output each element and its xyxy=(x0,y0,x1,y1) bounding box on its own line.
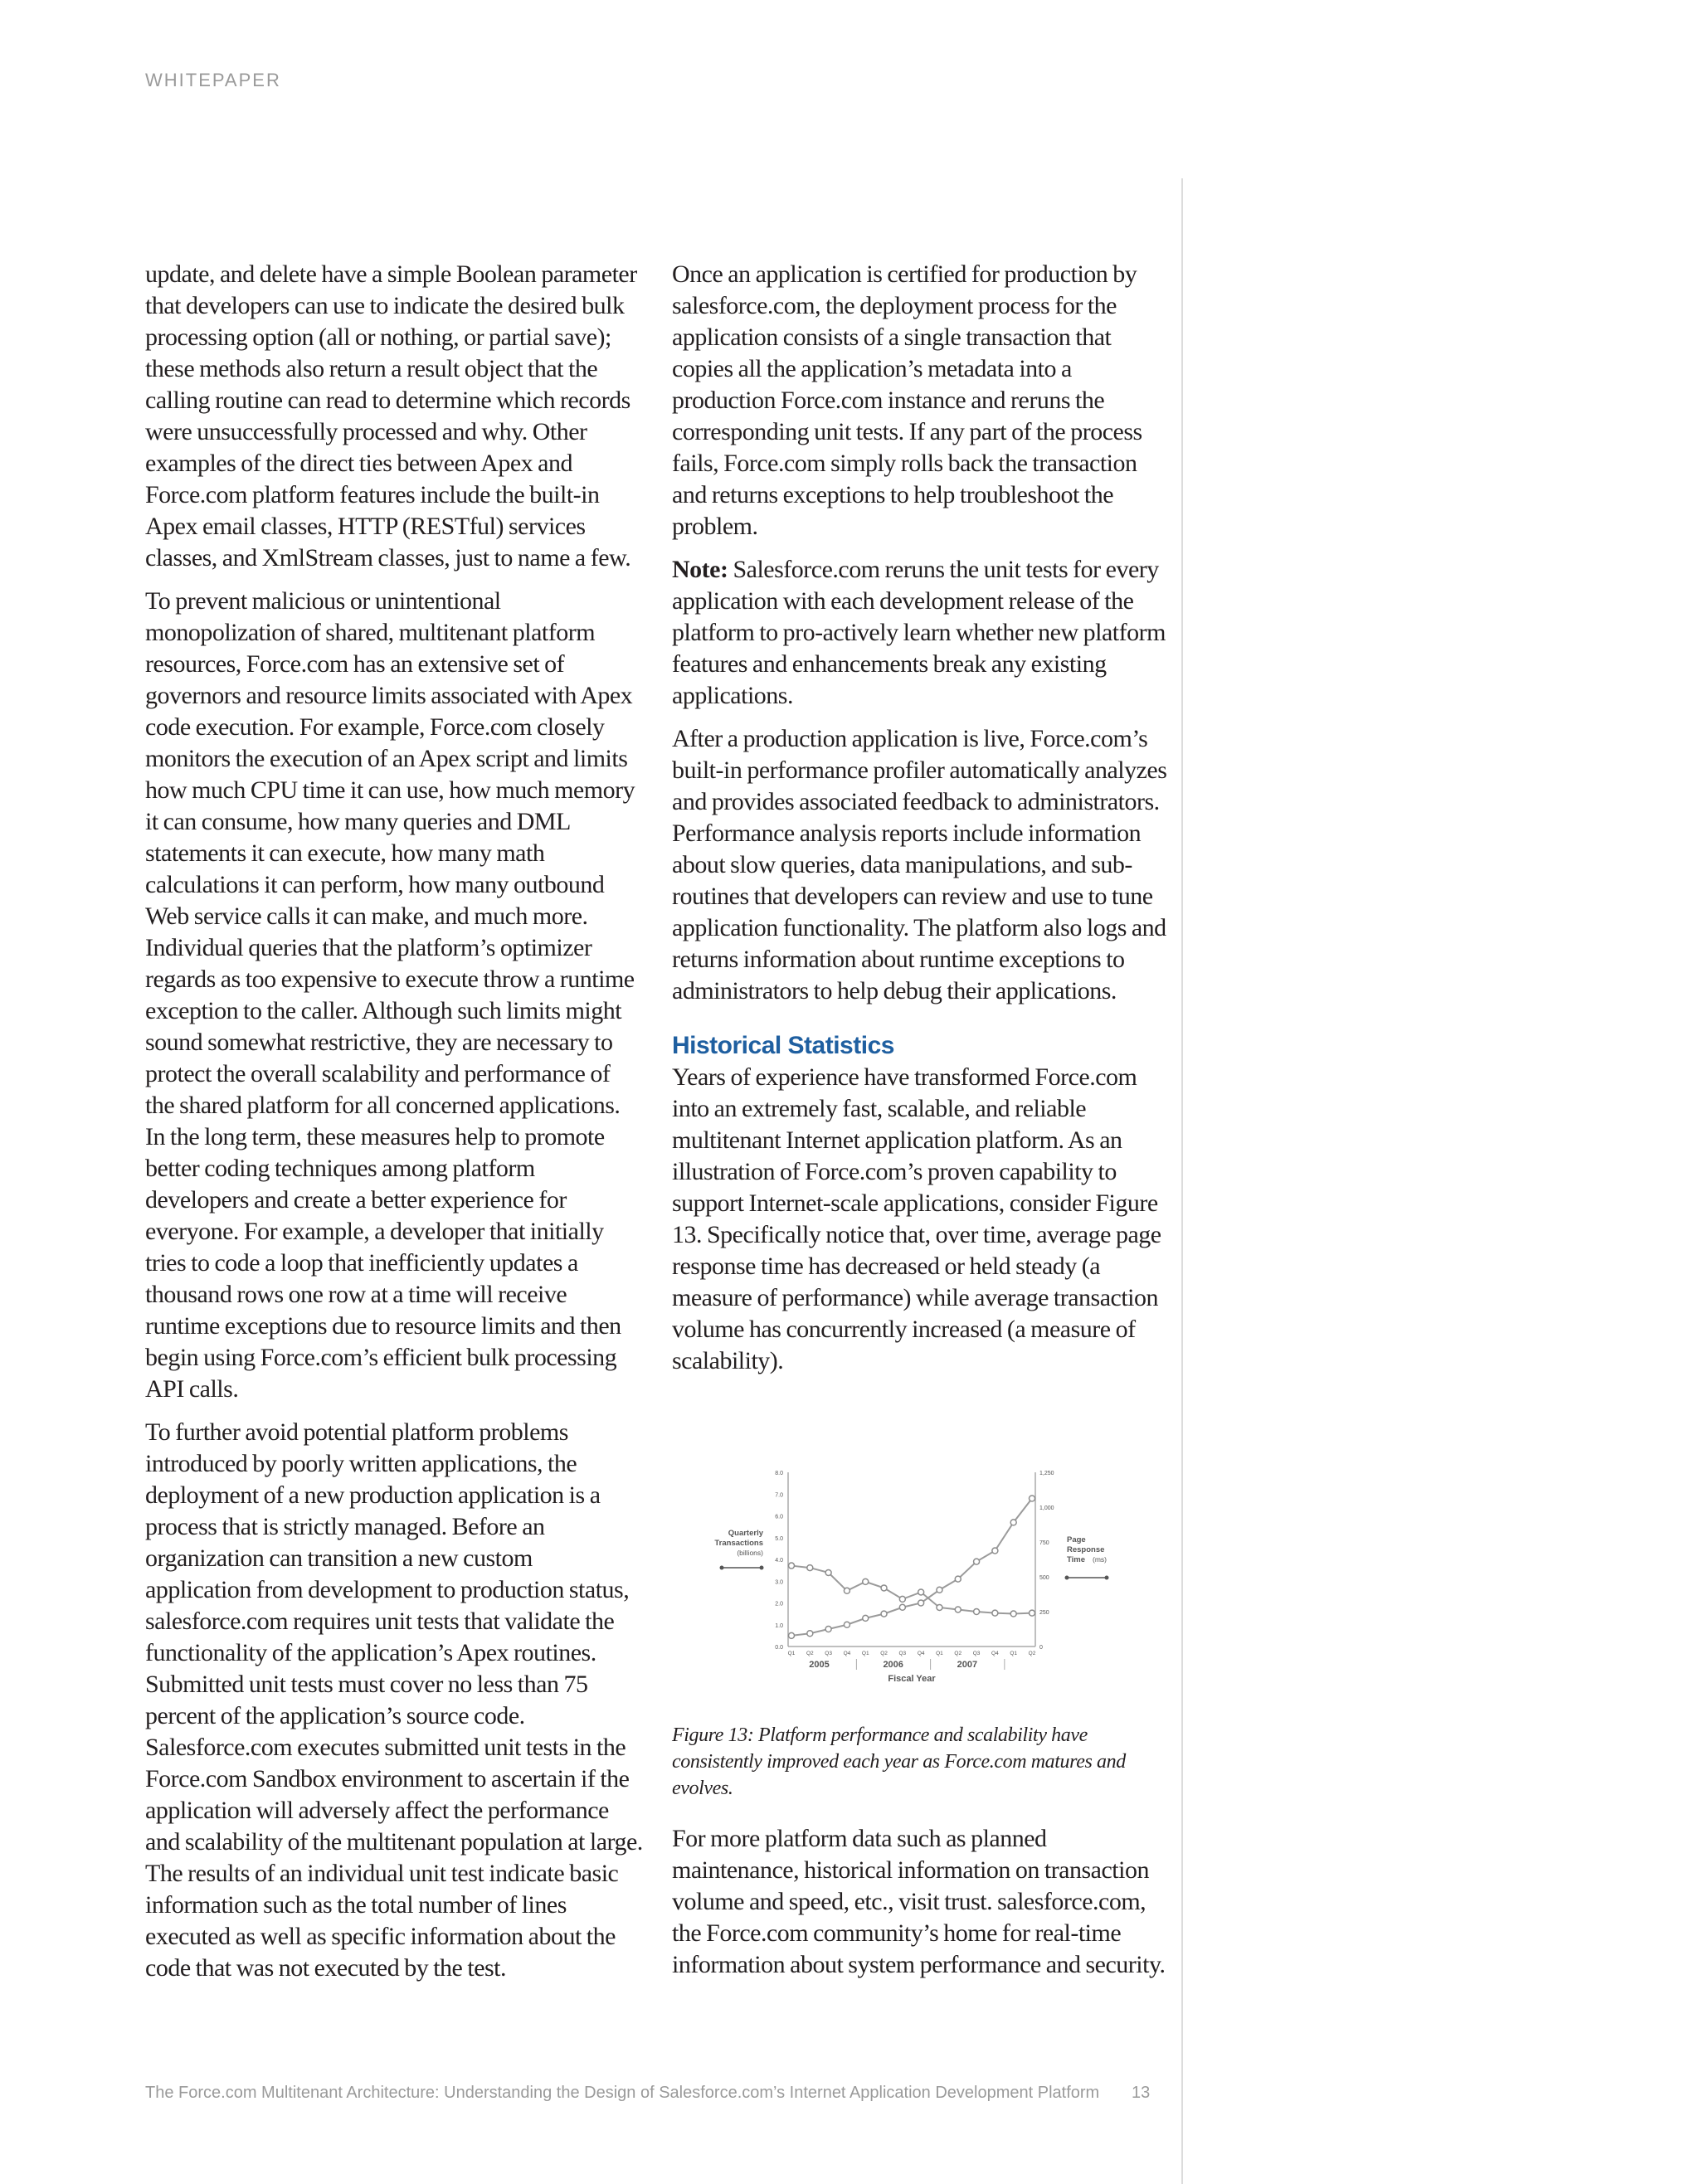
right-tick-label: 750 xyxy=(1039,1540,1049,1546)
left-legend-marker xyxy=(720,1566,724,1570)
data-point-left xyxy=(881,1611,887,1617)
left-tick-label: 4.0 xyxy=(775,1558,783,1564)
data-point-left xyxy=(807,1631,813,1637)
right-tick-label: 500 xyxy=(1039,1575,1049,1581)
year-label: 2007 xyxy=(957,1660,978,1670)
section-heading: Historical Statistics xyxy=(672,1032,894,1059)
data-point-right xyxy=(863,1578,869,1584)
x-tick-label: Q2 xyxy=(954,1651,962,1656)
page-number: 13 xyxy=(1132,2084,1151,2102)
body-paragraph: Once an application is certified for production by salesforce.com, the deployment process for the application consists of a single transaction that copies all the application’s metadata into a production Force.com instance and reruns the corresponding unit tests. If any part of the process fails, Force.com simply rolls back the transaction and returns exceptions to help troubleshoot the problem. xyxy=(672,260,1142,540)
left-axis-unit: (billions) xyxy=(737,1549,763,1557)
data-point-left xyxy=(992,1548,998,1554)
x-tick-label: Q2 xyxy=(1028,1651,1036,1656)
x-tick-label: Q1 xyxy=(861,1651,869,1656)
x-tick-label: Q1 xyxy=(787,1651,796,1656)
left-tick-label: 6.0 xyxy=(775,1514,783,1520)
left-axis-title: Transactions xyxy=(714,1539,763,1548)
left-axis-title: Quarterly xyxy=(728,1529,763,1538)
data-point-left xyxy=(863,1615,869,1621)
body-paragraph: update, and delete have a simple Boolean parameter that developers can use to indicate the desired bulk processing option (all or nothing, or partial save); these methods also return a result object that the calling routine can read to determine which records were unsuccessfully processed and why. Other examples of the direct ties between Apex and Force.com platform features include the built-in Apex email classes, HTTP (RESTful) services classes, and XmlStream classes, just to name a few. xyxy=(145,260,637,572)
left-tick-label: 0.0 xyxy=(775,1645,783,1651)
x-tick-label: Q1 xyxy=(936,1651,943,1656)
x-tick-label: Q2 xyxy=(880,1651,888,1656)
document-header-label: WHITEPAPER xyxy=(145,70,281,90)
right-axis-title: Response xyxy=(1067,1545,1105,1554)
data-point-left xyxy=(937,1587,942,1593)
right-axis-unit: (ms) xyxy=(1093,1555,1107,1564)
x-tick-label: Q4 xyxy=(991,1651,999,1656)
right-axis-title: Time xyxy=(1067,1555,1086,1564)
chart-svg xyxy=(689,1464,1153,1705)
left-tick-label: 3.0 xyxy=(775,1579,783,1586)
left-tick-label: 7.0 xyxy=(775,1492,783,1499)
data-point-left xyxy=(844,1622,850,1627)
data-point-right xyxy=(807,1565,813,1571)
note-label: Note: xyxy=(672,556,728,583)
data-point-left xyxy=(899,1604,905,1610)
x-tick-label: Q4 xyxy=(843,1651,851,1656)
data-point-right xyxy=(844,1588,850,1593)
x-tick-label: Q1 xyxy=(1010,1651,1018,1656)
right-tick-label: 250 xyxy=(1039,1610,1049,1616)
body-paragraph: Years of experience have transformed Force.com into an extremely fast, scalable, and reliable multitenant Internet application platform. As an illustration of Force.com’s proven capability to support Internet-scale applications, consider Figure 13. Specifically notice that, over time, average page response time has decreased or held steady (a measure of performance) while average transaction volume has concurrently increased (a measure of scalability). xyxy=(672,1063,1161,1374)
body-paragraph: To prevent malicious or unintentional monopolization of shared, multitenant platform resources, Force.com has an extensive set of governors and resource limits associated with Apex code execution. For example, Force.com closely monitors the execution of an Apex script and limits how much CPU time it can use, how much memory it can consume, how many queries and DML statements it can execute, how many math calculations it can perform, how many outbound Web service calls it can make, and much more. Individual queries that the platform’s optimizer regards as too expensive to execute throw a runtime exception to the caller. Although such limits might sound somewhat restrictive, they are necessary to protect the overall scalability and performance of the shared platform for all concerned applications. In the long term, these measures help to promote better coding techniques among platform developers and create a better experience for everyone. For example, a developer that initially tries to code a loop that inefficiently updates a thousand rows one row at a time will receive runtime exceptions due to resource limits and then begin using Force.com’s efficient bulk processing API calls. xyxy=(145,587,635,1403)
page-divider xyxy=(1181,178,1183,2184)
right-tick-label: 1,250 xyxy=(1039,1471,1054,1476)
right-column xyxy=(672,259,1170,1389)
x-tick-label: Q3 xyxy=(898,1651,907,1656)
left-tick-label: 5.0 xyxy=(775,1535,783,1542)
data-point-right xyxy=(937,1604,942,1610)
year-label: 2005 xyxy=(809,1660,830,1670)
closing-paragraph: For more platform data such as planned maintenance, historical information on transaction volume and speed, etc., visit trust. salesforce.com, the Force.com community’s home for real-time information about system performance and security. xyxy=(672,1825,1166,1978)
footer-title: The Force.com Multitenant Architecture: Understanding the Design of Salesforce.com’s Internet Application Development Platform xyxy=(145,2084,1100,2102)
data-point-left xyxy=(974,1559,980,1564)
data-point-right xyxy=(955,1607,961,1612)
x-tick-label: Q3 xyxy=(825,1651,832,1656)
year-label: 2006 xyxy=(883,1660,903,1670)
data-point-left xyxy=(955,1576,961,1582)
data-point-left xyxy=(1010,1520,1016,1525)
x-axis-title: Fiscal Year xyxy=(888,1674,936,1684)
data-point-right xyxy=(918,1589,924,1595)
note-text: Salesforce.com reruns the unit tests for every application with each development release of the platform to pro-actively learn whether new platform features and enhancements break any existing applications. xyxy=(672,556,1166,709)
data-point-right xyxy=(974,1609,980,1615)
right-tick-label: 0 xyxy=(1039,1645,1043,1651)
figure-13-chart xyxy=(689,1464,1153,1705)
figure-caption: Figure 13: Platform performance and scalability have consistently improved each year as Force.com matures and evolves. xyxy=(672,1724,1126,1799)
data-point-right xyxy=(899,1596,905,1602)
right-legend-marker xyxy=(1105,1576,1109,1580)
data-point-right xyxy=(992,1610,998,1616)
x-tick-label: Q2 xyxy=(806,1651,814,1656)
data-point-right xyxy=(881,1585,887,1591)
data-point-right xyxy=(1030,1610,1035,1616)
x-tick-label: Q3 xyxy=(972,1651,981,1656)
page-footer xyxy=(145,2084,1182,2103)
body-paragraph: To further avoid potential platform problems introduced by poorly written applications, the deployment of a new production application is a process that is strictly managed. Before an organization can transition a new custom application from development to production status, salesforce.com requires unit tests that validate the functionality of the application’s Apex routines. Submitted unit tests must cover no less than 75 percent of the application’s source code. Salesforce.com executes submitted unit tests in the Force.com Sandbox environment to ascertain if the application will adversely affect the performance and scalability of the multitenant population at large. The results of an individual unit test indicate basic information such as the total number of lines executed as well as specific information about the code that was not executed by the test. xyxy=(145,1418,643,1982)
right-axis-title: Page xyxy=(1067,1535,1086,1544)
data-point-left xyxy=(825,1627,831,1632)
left-tick-label: 2.0 xyxy=(775,1601,783,1608)
left-legend-marker xyxy=(760,1566,764,1570)
data-point-right xyxy=(1010,1611,1016,1617)
note-paragraph xyxy=(672,554,1170,712)
left-tick-label: 1.0 xyxy=(775,1622,783,1629)
left-column xyxy=(145,259,643,1996)
body-paragraph: After a production application is live, Force.com’s built-in performance profiler automatically analyzes and provides associated feedback to administrators. Performance analysis reports include information about slow queries, data manipulations, and sub-routines that developers can review and use to tune application functionality. The platform also logs and returns information about runtime exceptions to administrators to help debug their applications. xyxy=(672,725,1167,1004)
data-point-left xyxy=(918,1600,924,1606)
data-point-left xyxy=(789,1632,795,1638)
right-legend-marker xyxy=(1065,1576,1069,1580)
data-point-right xyxy=(789,1563,795,1569)
right-tick-label: 1,000 xyxy=(1039,1505,1054,1511)
closing-section xyxy=(672,1823,1170,1981)
data-point-left xyxy=(1030,1496,1035,1501)
x-tick-label: Q4 xyxy=(917,1651,925,1656)
data-point-right xyxy=(825,1569,831,1575)
left-tick-label: 8.0 xyxy=(775,1471,783,1476)
